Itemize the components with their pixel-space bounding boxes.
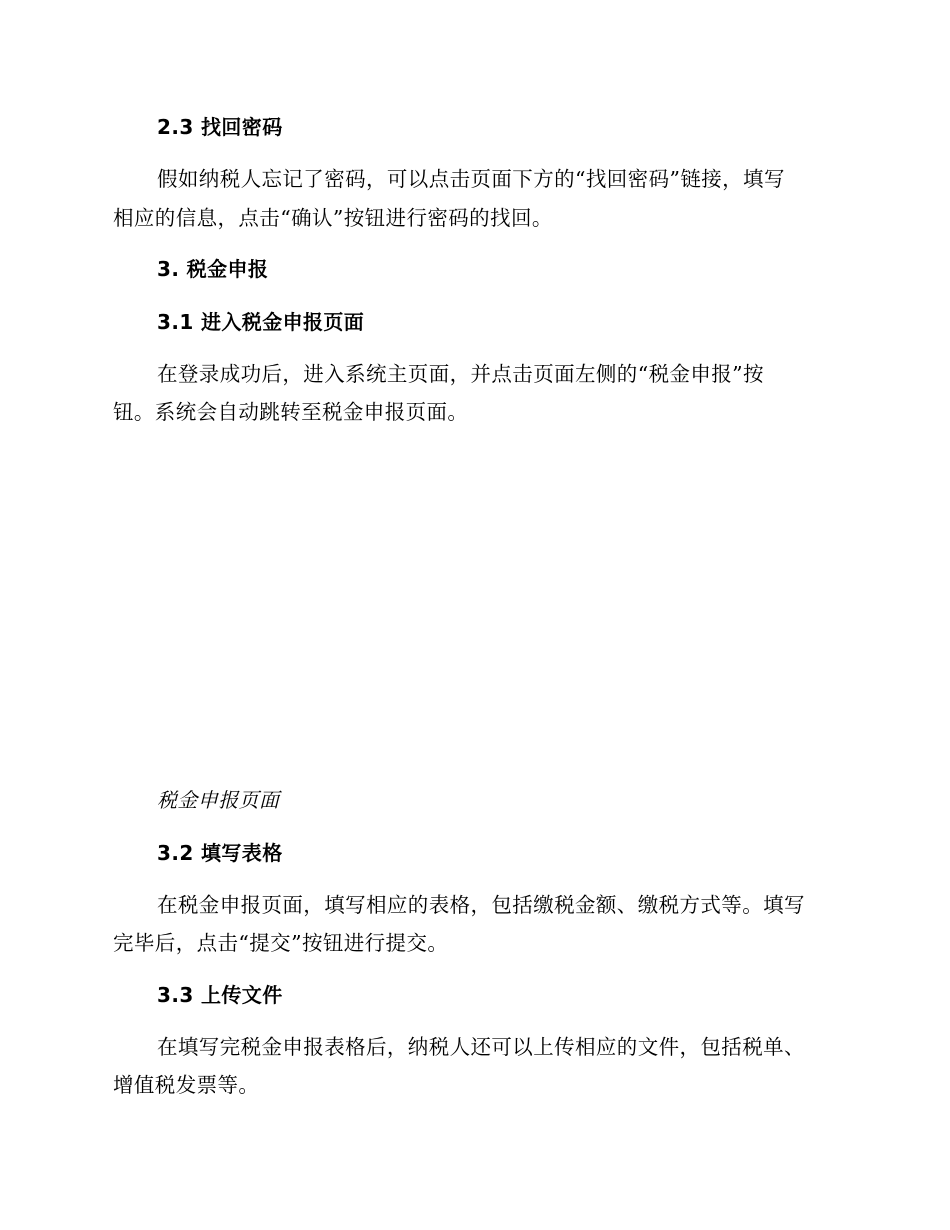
heading-2-3: 2.3 找回密码 (157, 115, 283, 139)
paragraph-3-3-line-2: 增值税发票等。 (113, 1073, 260, 1097)
figure-placeholder (113, 440, 833, 780)
paragraph-3-1-line-1: 在登录成功后，进入系统主页面，并点击页面左侧的“税金申报”按 (157, 362, 764, 386)
paragraph-2-3-line-1: 假如纳税人忘记了密码，可以点击页面下方的“找回密码”链接，填写 (157, 167, 785, 191)
paragraph-3-2-line-2: 完毕后，点击“提交”按钮进行提交。 (113, 931, 449, 955)
paragraph-3-2-line-1: 在税金申报页面，填写相应的表格，包括缴税金额、缴税方式等。填写 (157, 893, 805, 917)
heading-3-2: 3.2 填写表格 (157, 841, 283, 865)
heading-3-3: 3.3 上传文件 (157, 983, 283, 1007)
heading-3-1: 3.1 进入税金申报页面 (157, 310, 365, 334)
paragraph-3-1-line-2: 钮。系统会自动跳转至税金申报页面。 (113, 400, 469, 424)
paragraph-2-3-line-2: 相应的信息，点击“确认”按钮进行密码的找回。 (113, 206, 553, 230)
heading-3: 3. 税金申报 (157, 257, 269, 281)
paragraph-3-3-line-1: 在填写完税金申报表格后，纳税人还可以上传相应的文件，包括税单、 (157, 1035, 805, 1059)
figure-caption: 税金申报页面 (157, 788, 280, 812)
